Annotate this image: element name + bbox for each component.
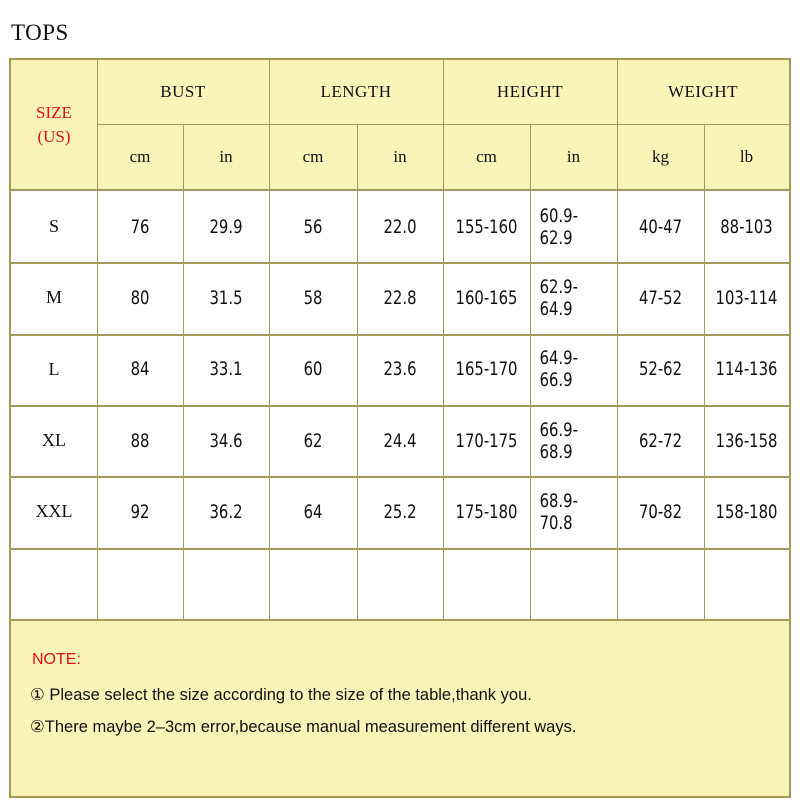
size-cell: L — [48, 358, 60, 379]
column-divider — [704, 191, 705, 619]
table-cell: 165-170 — [455, 358, 518, 381]
table-cell — [192, 548, 259, 619]
size-cell: S — [48, 216, 59, 237]
column-group-length: LENGTH — [320, 82, 392, 101]
table-cell: 47-52 — [638, 286, 683, 309]
table-row — [11, 334, 789, 405]
table-cell: 155-160 — [455, 215, 518, 238]
table-cell — [453, 548, 521, 619]
column-divider — [183, 191, 184, 619]
column-divider — [97, 191, 98, 619]
row-divider — [11, 262, 789, 264]
row-divider — [11, 476, 789, 478]
unit-header-length-in: in — [393, 146, 407, 166]
column-divider — [530, 191, 531, 619]
table-cell: 114-136 — [715, 358, 778, 381]
table-cell: 62-72 — [638, 429, 683, 452]
table-cell: 170-175 — [455, 429, 518, 452]
column-group-weight: WEIGHT — [667, 82, 739, 101]
table-cell: 64 — [303, 500, 323, 523]
table-cell: 23.6 — [383, 358, 417, 381]
unit-header-weight-kg: kg — [652, 146, 669, 166]
header-group-divider — [617, 60, 618, 189]
table-cell: 62 — [303, 429, 323, 452]
column-divider — [617, 191, 618, 619]
table-cell: 62.9-64.9 — [539, 275, 578, 320]
page-title: TOPS — [11, 20, 69, 45]
table-cell: 66.9-68.9 — [539, 418, 578, 463]
note-title: NOTE: — [32, 651, 81, 668]
table-cell — [713, 548, 779, 619]
table-cell: 36.2 — [209, 500, 243, 523]
size-column-header — [11, 60, 97, 189]
table-cell — [540, 548, 608, 619]
table-cell: 29.9 — [209, 215, 243, 238]
table-cell: 84 — [130, 358, 150, 381]
column-divider — [357, 191, 358, 619]
size-cell — [11, 548, 97, 619]
row-divider — [11, 548, 789, 550]
table-cell: 175-180 — [455, 500, 518, 523]
table-cell: 52-62 — [638, 358, 683, 381]
table-cell: 160-165 — [455, 286, 518, 309]
table-cell: 33.1 — [209, 358, 243, 381]
unit-header-bust-cm: cm — [129, 146, 151, 166]
size-label: SIZE — [36, 102, 72, 122]
table-header — [11, 60, 789, 191]
size-region-label: (US) — [37, 126, 71, 146]
row-divider — [11, 405, 789, 407]
row-divider — [11, 334, 789, 336]
note-panel — [11, 619, 789, 796]
table-cell: 64.9-66.9 — [539, 347, 578, 392]
unit-header-length-cm: cm — [302, 146, 324, 166]
table-cell: 103-114 — [715, 286, 778, 309]
table-cell — [627, 548, 695, 619]
table-cell: 58 — [303, 286, 323, 309]
header-group-divider — [443, 60, 444, 189]
column-group-height: HEIGHT — [496, 82, 564, 101]
table-cell: 80 — [130, 286, 150, 309]
table-cell — [279, 548, 348, 619]
table-row — [11, 548, 789, 619]
size-cell: M — [45, 287, 62, 308]
table-cell — [366, 548, 433, 619]
table-cell: 56 — [303, 215, 323, 238]
table-cell: 136-158 — [715, 429, 778, 452]
column-group-bust: BUST — [160, 82, 206, 101]
table-cell: 22.0 — [383, 215, 417, 238]
table-cell: 25.2 — [383, 500, 417, 523]
table-row — [11, 476, 789, 547]
note-line-2: ②There maybe 2–3cm error,because manual measurement different ways. — [30, 718, 577, 736]
size-cell: XL — [42, 430, 66, 451]
unit-header-height-cm: cm — [476, 146, 497, 166]
table-row — [11, 191, 789, 262]
header-group-divider — [269, 60, 270, 189]
unit-header-weight-lb: lb — [739, 146, 754, 166]
table-cell: 31.5 — [209, 286, 243, 309]
size-cell: XXL — [35, 501, 73, 522]
table-row — [11, 405, 789, 476]
table-cell: 34.6 — [209, 429, 243, 452]
table-cell: 92 — [130, 500, 150, 523]
unit-header-bust-in: in — [219, 146, 233, 166]
header-unit-divider — [530, 124, 531, 189]
table-cell: 60 — [303, 358, 323, 381]
table-cell — [106, 548, 173, 619]
column-divider — [269, 191, 270, 619]
table-cell: 40-47 — [638, 215, 683, 238]
header-unit-divider — [704, 124, 705, 189]
unit-header-height-in: in — [566, 146, 581, 166]
table-cell: 76 — [130, 215, 150, 238]
table-cell: 70-82 — [638, 500, 683, 523]
header-group-divider — [97, 60, 98, 189]
size-chart-table — [9, 58, 791, 798]
column-divider — [443, 191, 444, 619]
table-cell: 88 — [130, 429, 150, 452]
table-cell: 88-103 — [720, 215, 773, 238]
table-row — [11, 262, 789, 333]
table-cell: 158-180 — [715, 500, 778, 523]
table-cell: 24.4 — [383, 429, 417, 452]
header-unit-divider — [183, 124, 184, 189]
table-cell: 60.9-62.9 — [539, 204, 578, 249]
table-cell: 68.9-70.8 — [539, 489, 578, 534]
note-line-1: ① Please select the size according to the size of the table,thank you. — [30, 686, 532, 704]
table-cell: 22.8 — [383, 286, 417, 309]
header-unit-divider — [357, 124, 358, 189]
